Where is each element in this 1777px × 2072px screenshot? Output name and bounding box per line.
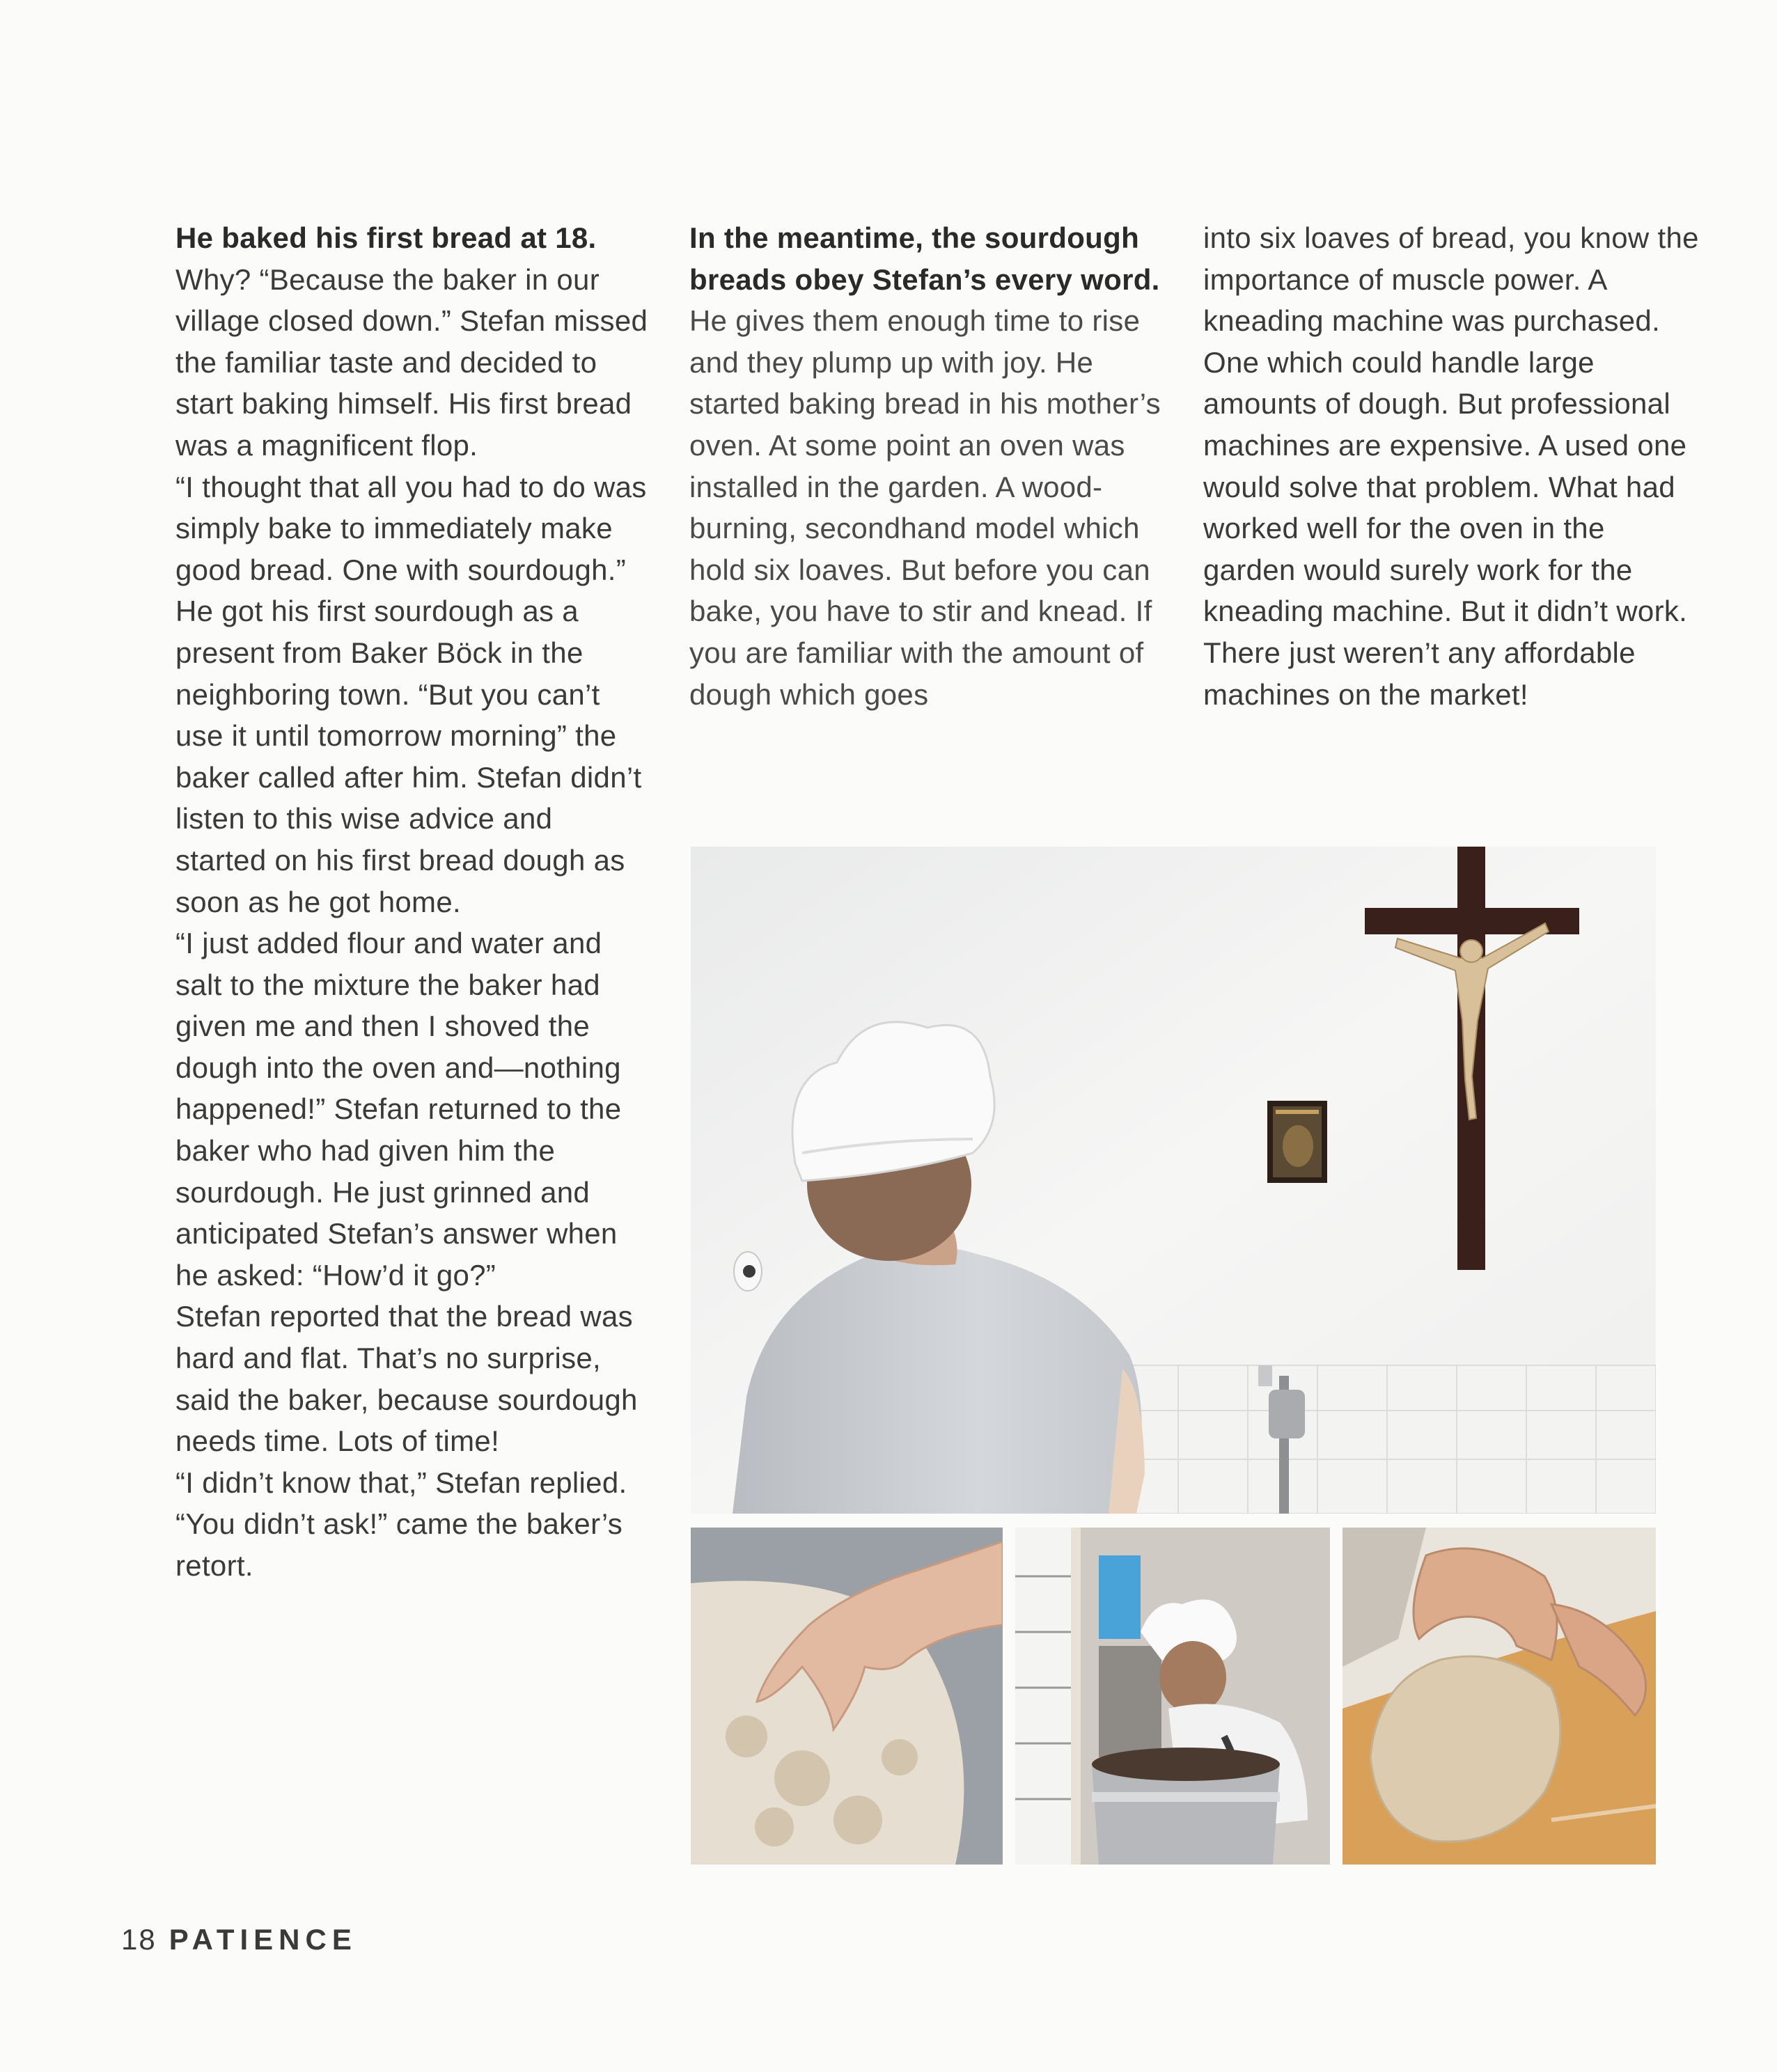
column-middle-heading: In the meantime, the sourdough breads obey Stefan’s every word.: [689, 221, 1160, 296]
paragraph: He gives them enough time to rise and they plump up with joy. He started baking bread in his mother’s oven. At some point an oven was installed in the garden. A wood-burning, secondhand model which hold six loaves. But before you can bake, you have to stir and knead. If you are familiar with the amount of dough which goes: [689, 304, 1161, 711]
column-left: [175, 217, 649, 1587]
paragraph: “I thought that all you had to do was simply bake to immediately make good bread. One with sourdough.”: [175, 470, 647, 586]
page-number: 18: [121, 1923, 157, 1956]
photo-baker-crucifix: [691, 847, 1656, 1514]
photo-hands-flour-illustration: [691, 1528, 1003, 1865]
photo-kneading-dough: [1342, 1528, 1656, 1865]
photo-hands-flour: [691, 1528, 1003, 1865]
column-left-heading: He baked his first bread at 18.: [175, 221, 597, 254]
column-right: [1203, 217, 1705, 715]
paragraph: He got his first sourdough as a present from Baker Böck in the neighboring town. “But you can’t use it until tomorrow morning” the baker called after him. Stefan didn’t listen to this wise advice and started on his first bread dough as soon as he got home.: [175, 595, 642, 918]
paragraph: Stefan reported that the bread was hard and flat. That’s no surprise, said the baker, because sourdough needs time. Lots of time!: [175, 1300, 638, 1458]
column-middle: [689, 217, 1163, 715]
paragraph: “You didn’t ask!” came the baker’s retort.: [175, 1507, 623, 1582]
page-footer: [121, 1920, 357, 1959]
photo-kneading-dough-illustration: [1342, 1528, 1656, 1865]
section-title: PATIENCE: [169, 1923, 357, 1956]
paragraph: into six loaves of bread, you know the importance of muscle power. A kneading machine was purchased. One which could handle large amounts of dough. But professional machines are expensive. A used one would solve that problem. What had worked well for the oven in the garden would surely work for the kneading machine. But it didn’t work. There just weren’t any affordable machines on the market!: [1203, 221, 1699, 711]
photo-baker-mixer-illustration: [1015, 1528, 1330, 1865]
paragraph: Why? “Because the baker in our village closed down.” Stefan missed the familiar taste and decided to start baking himself. His first bread was a magnificent flop.: [175, 262, 648, 462]
photo-baker-mixer: [1015, 1528, 1330, 1865]
photo-baker-crucifix-illustration: [691, 847, 1656, 1514]
paragraph: “I just added flour and water and salt to the mixture the baker had given me and then I shoved the dough into the oven and—nothing happened!” Stefan returned to the baker who had given him the sourdough. He just grinned and anticipated Stefan’s answer when he asked: “How’d it go?”: [175, 927, 622, 1292]
paragraph: “I didn’t know that,” Stefan replied.: [175, 1466, 627, 1499]
